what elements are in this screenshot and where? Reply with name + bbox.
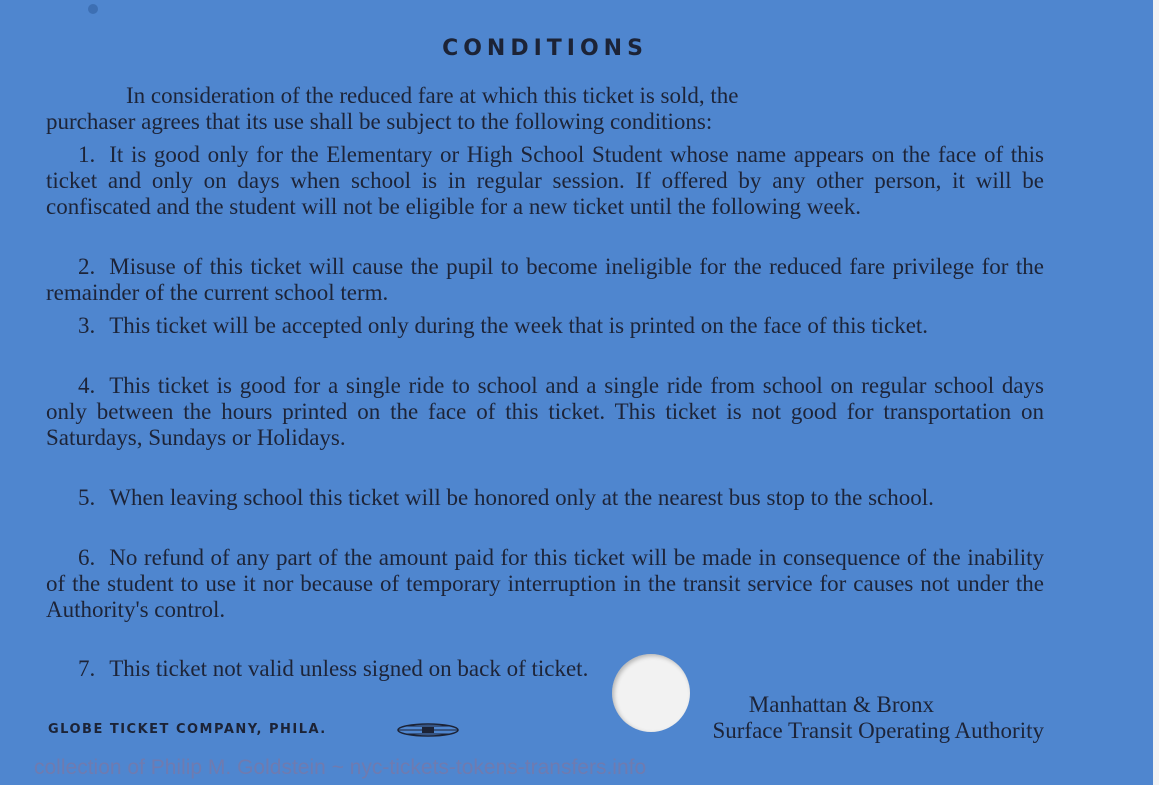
condition-2 <box>46 254 1044 306</box>
punch-hole <box>612 654 690 732</box>
condition-number: 3. <box>78 313 96 338</box>
conditions-title: CONDITIONS <box>442 36 648 61</box>
globe-ticket-logo-icon <box>396 722 460 738</box>
ink-speck <box>88 4 98 14</box>
intro-paragraph <box>46 83 1044 135</box>
condition-4 <box>46 373 1044 451</box>
condition-text: No refund of any part of the amount paid for this ticket will be made in consequence of the inability of the student to use it nor because of temporary interruption in the transit service for causes not under the Authority's control. <box>46 545 1044 622</box>
condition-text: This ticket will be accepted only during the week that is printed on the face of this ticket. <box>109 313 929 338</box>
condition-text: This ticket is good for a single ride to school and a single ride from school on regular school days only between the hours printed on the face of this ticket. This ticket is not good for transportation on Saturdays, Sundays or Holidays. <box>46 373 1044 450</box>
condition-6 <box>46 545 1044 623</box>
condition-text: Misuse of this ticket will cause the pupil to become ineligible for the reduced fare privilege for the remainder of the current school term. <box>46 254 1044 305</box>
condition-7 <box>46 656 1044 682</box>
condition-1 <box>46 142 1044 220</box>
authority-line-1: Manhattan & Bronx <box>748 692 934 717</box>
printer-credit: GLOBE TICKET COMPANY, PHILA. <box>48 722 327 737</box>
condition-text: It is good only for the Elementary or High School Student whose name appears on the face of this ticket and only on days when school is in regular session. If offered by any other person, it will be confiscated and the student will not be eligible for a new ticket until the following week. <box>46 142 1044 219</box>
authority-line-2: Surface Transit Operating Authority <box>712 718 1044 743</box>
intro-line-1: In consideration of the reduced fare at which this ticket is sold, the <box>126 83 739 108</box>
condition-number: 7. <box>78 656 96 681</box>
intro-line-2: purchaser agrees that its use shall be subject to the following conditions: <box>46 109 713 134</box>
condition-number: 6. <box>78 545 96 570</box>
condition-number: 4. <box>78 373 96 398</box>
condition-number: 1. <box>78 142 96 167</box>
condition-text: This ticket not valid unless signed on back of ticket. <box>109 656 589 681</box>
condition-text: When leaving school this ticket will be honored only at the nearest bus stop to the school. <box>109 485 934 510</box>
condition-3 <box>46 313 1044 339</box>
condition-number: 5. <box>78 485 96 510</box>
condition-number: 2. <box>78 254 96 279</box>
condition-5 <box>46 485 1044 511</box>
collection-watermark: collection of Philip M. Goldstein ~ nyc-tickets-tokens-transfers.info <box>34 756 647 779</box>
